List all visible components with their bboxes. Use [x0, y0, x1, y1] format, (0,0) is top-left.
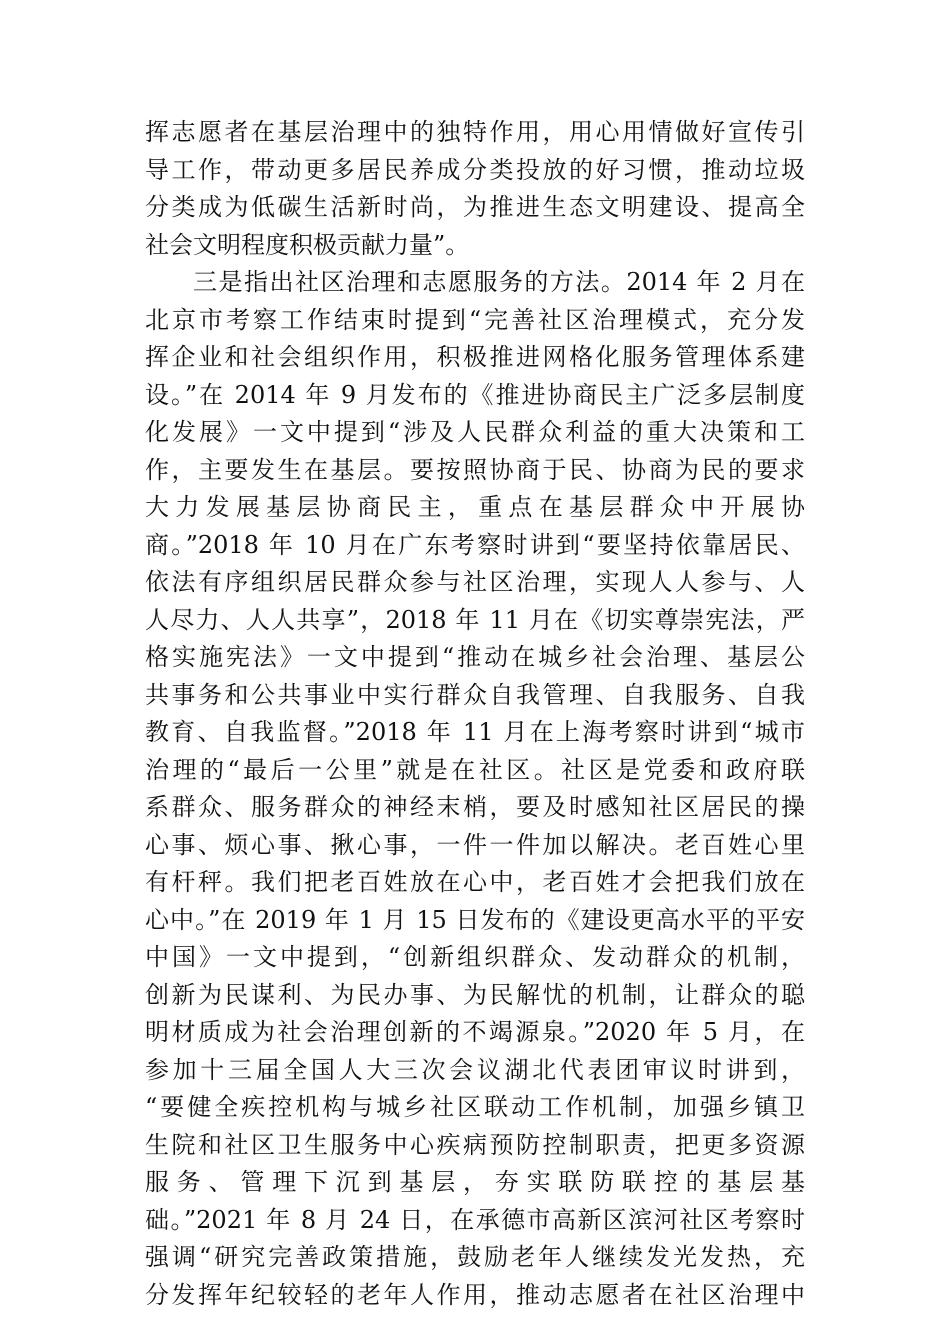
text-line: 共事务和公共事业中实行群众自我管理、自我服务、自我: [145, 680, 805, 709]
text-line: 强调“研究完善政策措施，鼓励老年人继续发光发热，充: [145, 1243, 805, 1271]
text-line: 分发挥年纪较轻的老年人作用，推动志愿者在社区治理中: [145, 1280, 805, 1309]
text-line: 心中。”在 2019 年 1 月 15 日发布的《建设更高水平的平安: [145, 905, 805, 934]
text-line: 商。”2018 年 10 月在广东考察时讲到“要坚持依靠居民、: [145, 530, 805, 559]
text-line: 参加十三届全国人大三次会议湖北代表团审议时讲到，: [145, 1055, 805, 1084]
text-line: 服务、管理下沉到基层，夯实联防联控的基层基: [145, 1168, 805, 1196]
text-line: “要健全疾控机构与城乡社区联动工作机制，加强乡镇卫: [145, 1093, 805, 1121]
text-line: 有杆秤。我们把老百姓放在心中，老百姓才会把我们放在: [145, 868, 805, 896]
text-line: 作，主要发生在基层。要按照协商于民、协商为民的要求: [145, 455, 805, 484]
text-line: 生院和社区卫生服务中心疾病预防控制职责，把更多资源: [145, 1130, 805, 1159]
text-line: 北京市考察工作结束时提到“完善社区治理模式，充分发: [145, 305, 805, 334]
text-line: 明材质成为社会治理创新的不竭源泉。”2020 年 5 月，在: [145, 1018, 805, 1046]
text-line: 社会文明程度积极贡献力量”。: [145, 230, 470, 259]
text-line: 挥志愿者在基层治理中的独特作用，用心用情做好宣传引: [145, 118, 805, 146]
text-line: 分类成为低碳生活新时尚，为推进生态文明建设、提高全: [145, 193, 805, 221]
text-line: 人尽力、人人共享”，2018 年 11 月在《切实尊崇宪法，严: [145, 605, 805, 634]
paragraph-first-line: 三是指出社区治理和志愿服务的方法。2014 年 2 月在: [193, 268, 805, 296]
text-line: 设。”在 2014 年 9 月发布的《推进协商民主广泛多层制度: [145, 380, 805, 409]
text-line: 心事、烦心事、揪心事，一件一件加以解决。老百姓心里: [145, 830, 805, 859]
text-line: 治理的“最后一公里”就是在社区。社区是党委和政府联: [145, 755, 805, 784]
text-line: 中国》一文中提到，“创新组织群众、发动群众的机制，: [145, 943, 805, 971]
text-line: 格实施宪法》一文中提到“推动在城乡社会治理、基层公: [145, 643, 805, 671]
text-line: 教育、自我监督。”2018 年 11 月在上海考察时讲到“城市: [145, 718, 805, 746]
text-line: 础。”2021 年 8 月 24 日，在承德市高新区滨河社区考察时: [145, 1205, 805, 1234]
text-line: 大力发展基层协商民主，重点在基层群众中开展协: [145, 493, 805, 521]
text-line: 挥企业和社会组织作用，积极推进网格化服务管理体系建: [145, 343, 805, 371]
text-line: 导工作，带动更多居民养成分类投放的好习惯，推动垃圾: [145, 155, 805, 184]
text-line: 创新为民谋利、为民办事、为民解忧的机制，让群众的聪: [145, 980, 805, 1009]
text-line: 系群众、服务群众的神经末梢，要及时感知社区居民的操: [145, 793, 805, 821]
text-line: 化发展》一文中提到“涉及人民群众利益的重大决策和工: [145, 418, 805, 446]
text-line: 依法有序组织居民群众参与社区治理，实现人人参与、人: [145, 568, 805, 596]
